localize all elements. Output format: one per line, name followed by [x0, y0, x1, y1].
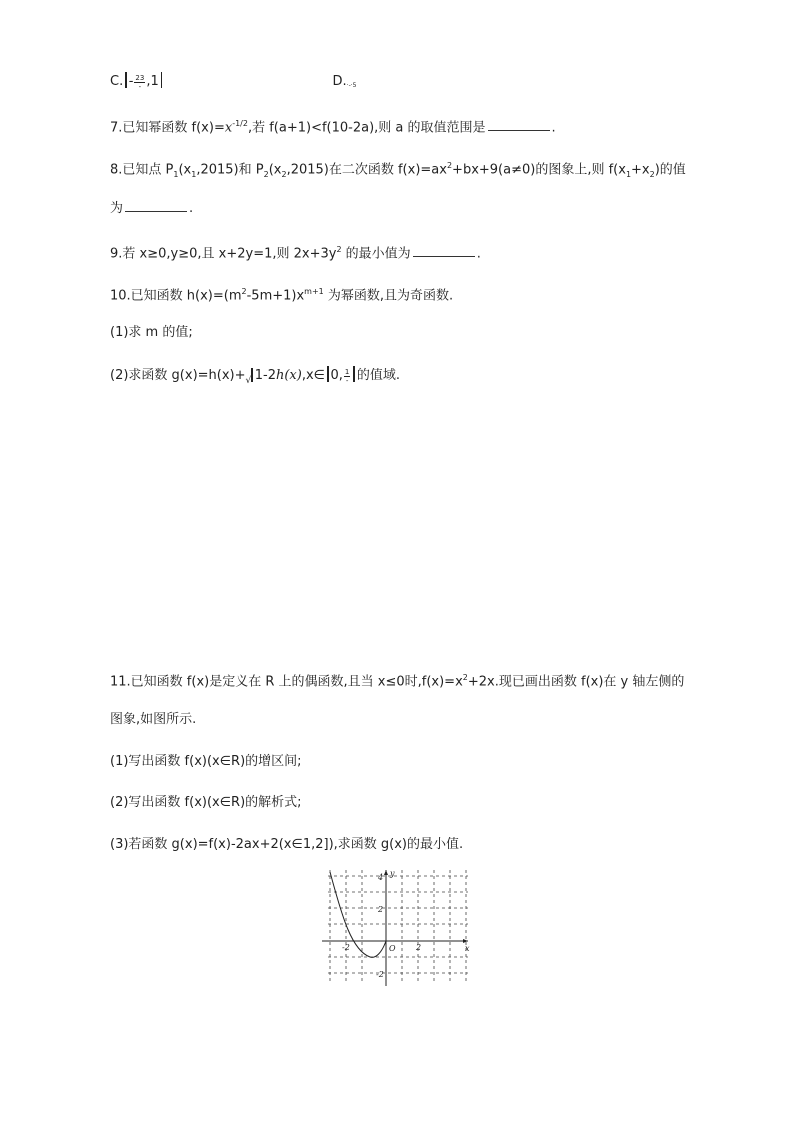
tick-y-neg2: -2 [376, 970, 384, 979]
tick-y-4: 4 [378, 873, 384, 882]
question-10-part2: (2)求函数 $g(x)=h(x)+_√$ 1-2h(x),x∈ 0, $\frac{1}{-}$ 的值域. [110, 368, 401, 386]
question-11-part3: (3)若函数 g(x)=f(x)-2ax+2(x∈1,2]),求函数 g(x)的最小值. [110, 837, 464, 852]
bracket-right [161, 72, 163, 88]
question-10-part1: (1)求 m 的值; [110, 325, 193, 340]
bracket-left [125, 72, 127, 88]
q7-exponent: -1/2 [232, 119, 248, 128]
answer-options [110, 72, 356, 95]
x-axis-label: x [465, 944, 470, 953]
y-axis-label: y [390, 869, 395, 878]
q7-answer-blank[interactable] [488, 118, 550, 131]
question-11-part1: (1)写出函数 f(x)(x∈R)的增区间; [110, 754, 302, 769]
q9-answer-blank[interactable] [413, 244, 475, 257]
question-8-line2: 为 . [110, 201, 194, 216]
x-axis-arrow [463, 939, 468, 943]
tick-x-2: 2 [416, 943, 422, 952]
question-9: 9.若 x≥0,y≥0,且 x+2y=1,则 $2x+3y^2$ 的最小值为 . [110, 245, 481, 262]
parabola-left-branch [330, 872, 386, 957]
option-c-neg: - [128, 74, 134, 89]
option-c-tail: ,1 [146, 74, 159, 89]
q8-answer-blank[interactable] [125, 199, 187, 212]
question-7: 7.已知幂函数 $f(x)=x^{-1/2}$,若 f(a+1)<f(10-2a),则 a 的取值范围是 . [110, 119, 556, 136]
option-c-label: C. [110, 74, 124, 89]
question-11-part2: (2)写出函数 f(x)(x∈R)的解析式; [110, 795, 302, 810]
function-graph [318, 868, 473, 988]
question-8: 8.已知点 $P_1(x_1,2015)$和 $P_2(x_2,2015)$在二次函数 $f(x)=ax^2+bx+9(a\ne 0)$的图象上,则 $f(x_1+x_2)$的值 [110, 161, 686, 179]
question-11: 11.已知函数 f(x)是定义在 R 上的偶函数,且当 x≤0时$,f(x)=x^2+2x$.现已画出函数 f(x)在 y 轴左侧的 [110, 673, 685, 690]
origin-label: O [389, 944, 396, 953]
tick-x-neg2: -2 [342, 943, 350, 952]
question-11-line2: 图象,如图所示. [110, 712, 197, 727]
option-d-label: D. [332, 74, 347, 89]
q7-var: x [224, 120, 233, 136]
question-10: 10.已知函数 $h(x)=(m^2-5m+1)x^{m+1}$ 为幂函数,且为奇函数. [110, 287, 454, 304]
tick-y-2: 2 [378, 905, 384, 914]
y-axis-arrow [384, 870, 388, 875]
option-c-fraction: $\frac{23}{-}$ [135, 74, 145, 91]
option-d-content: ·-·5 [346, 82, 357, 89]
